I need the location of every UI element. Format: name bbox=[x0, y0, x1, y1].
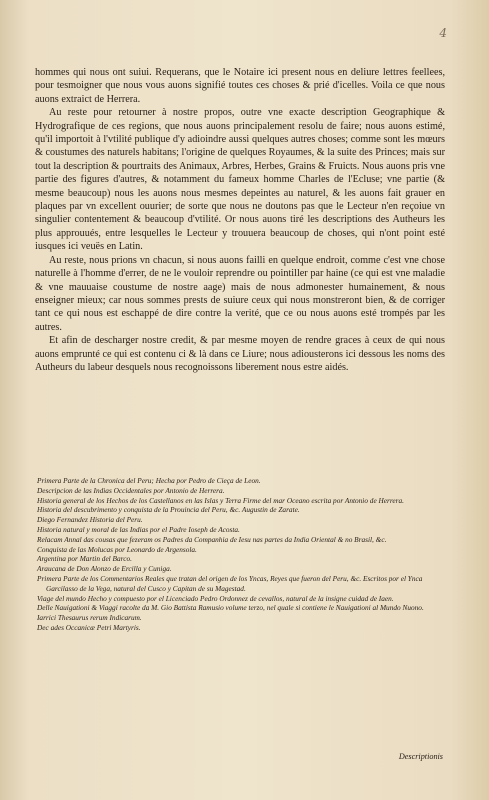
bibliography-list bbox=[37, 476, 445, 633]
bibliography-entry: Conquista de las Molucas por Leonardo de Argensola. bbox=[37, 544, 197, 554]
page-number: 4 bbox=[439, 26, 447, 40]
bibliography-entry: Iarrici Thesaurus rerum Indicarum. bbox=[37, 613, 142, 623]
bibliography-entry: Descripcion de las Indias Occidentales por Antonio de Herrera. bbox=[37, 485, 225, 495]
bibliography-entry: Diego Fernandez Historia del Peru. bbox=[37, 515, 143, 525]
paragraph: Au reste pour retourner à nostre propos, outre vne exacte description Geographique & Hydrografique de ces regions, que nous auons principalement resolu de faire; nous auons estimé, qu'il importoit à l'vtilité publique d'y adioindre aussi quelques autres choses; comme sont les mœurs & coustumes des naturels habitans; l'origine de quelques Royaumes, & la suite des Princes; mais sur tout la description & pourtraits des Animaux, Arbres, Herbes, Grains & Fruicts. Nous auons pris vne partie des figures d'autres, & notamment du fameux homme Charles de l'Ecluse; vne partie (& mesme beaucoup) nous les auons nous mesmes depeintes au naturel, & les auons fait grauer en plaques par vn excellent ouurier; de sorte que nous ne doutons pas que le Lecteur n'en reçoiue vn singulier contentement & beaucoup d'vtilité. Or nous auons tiré les descriptions des Autheurs les plus approuués, entre lesquelles le Lecteur y trouuera beaucoup de choses, qui n'ont point esté iusques ici veuës en Latin. bbox=[35, 107, 445, 253]
bibliography-entry: Primera Parte de la Chronica del Peru; Hecha por Pedro de Cieça de Leon. bbox=[37, 476, 261, 485]
bibliography-entry: Historia del descubrimento y conquista de la Prouincia del Peru, &c. Augustin de Zarate. bbox=[37, 505, 300, 515]
bibliography-entry: Historia natural y moral de las Indias por el Padre Ioseph de Acosta. bbox=[37, 524, 240, 534]
bibliography-entry: Primera Parte de los Commentarios Reales que tratan del origen de los Yncas, Reyes que fueron del Peru, &c. Escritos por el Ynca Garcilasso de la Vega, natural del Cusco y Capitan de su Magestad. bbox=[37, 573, 423, 593]
bibliography-entry: Viage del mundo Hecho y compuesto por el Licenciado Pedro Ordonnez de cevallos, natural de la insigne cuidad de Iaen. bbox=[37, 593, 394, 603]
paragraph: Au reste, nous prions vn chacun, si nous auons failli en quelque endroit, comme c'est vne chose naturelle à l'homme d'errer, de ne le vouloir reprendre ou pointiller par haine (ce qui est vne maladie & vne mauuaise coustume de nostre aage) mais de nous admonester humainement, & nous enseigner mieux; car nous sommes prests de suiure ceux qui nous monstreront bien, & de corriger tant ce qui nous est eschappé de dire contre la verité, que ce ou nous auons esté trompés par les autres. bbox=[35, 254, 445, 333]
body-text bbox=[35, 66, 445, 374]
paragraph: Et afin de descharger nostre credit, & par mesme moyen de rendre graces à ceux de qui nous auons emprunté ce qui est contenu ci & là dans ce Liure; nous adiousterons ici dessous les noms des Autheurs du labeur desquels nous recognoissons liberement nous estre aidés. bbox=[35, 335, 445, 373]
bibliography-entry: Dec ades Occanicæ Petri Martyris. bbox=[37, 622, 141, 632]
bibliography-entry: Historia general de los Hechos de los Castellanos en las Islas y Terra Firme del mar Oceano escrita por Antonio de Herrera. bbox=[37, 495, 404, 505]
catchword: Descriptionis bbox=[398, 752, 443, 761]
paragraph: hommes qui nous ont suiui. Requerans, que le Notaire ici present nous en deliure lettres feellees, pour tesmoigner que nous vous auons signifié toutes ces choses & prié d'icelles. Voila ce que nous auons extraict de Herrera. bbox=[35, 67, 445, 105]
bibliography-entry: Delle Nauigationi & Viaggi racolte da M. Gio Battista Ramusio volume terzo, nel quale si contiene le Nauigationi al Mundo Nuono. bbox=[37, 603, 424, 613]
bibliography-entry: Relacam Annal das cousas que fezeram os Padres da Companhia de Iesu nas partes da India Oriental & no Brasil, &c. bbox=[37, 534, 387, 544]
bibliography-entry: Argentina por Martin del Barco. bbox=[37, 554, 132, 564]
bibliography-entry: Araucana de Don Alonzo de Ercilla y Cuniga. bbox=[37, 564, 172, 574]
